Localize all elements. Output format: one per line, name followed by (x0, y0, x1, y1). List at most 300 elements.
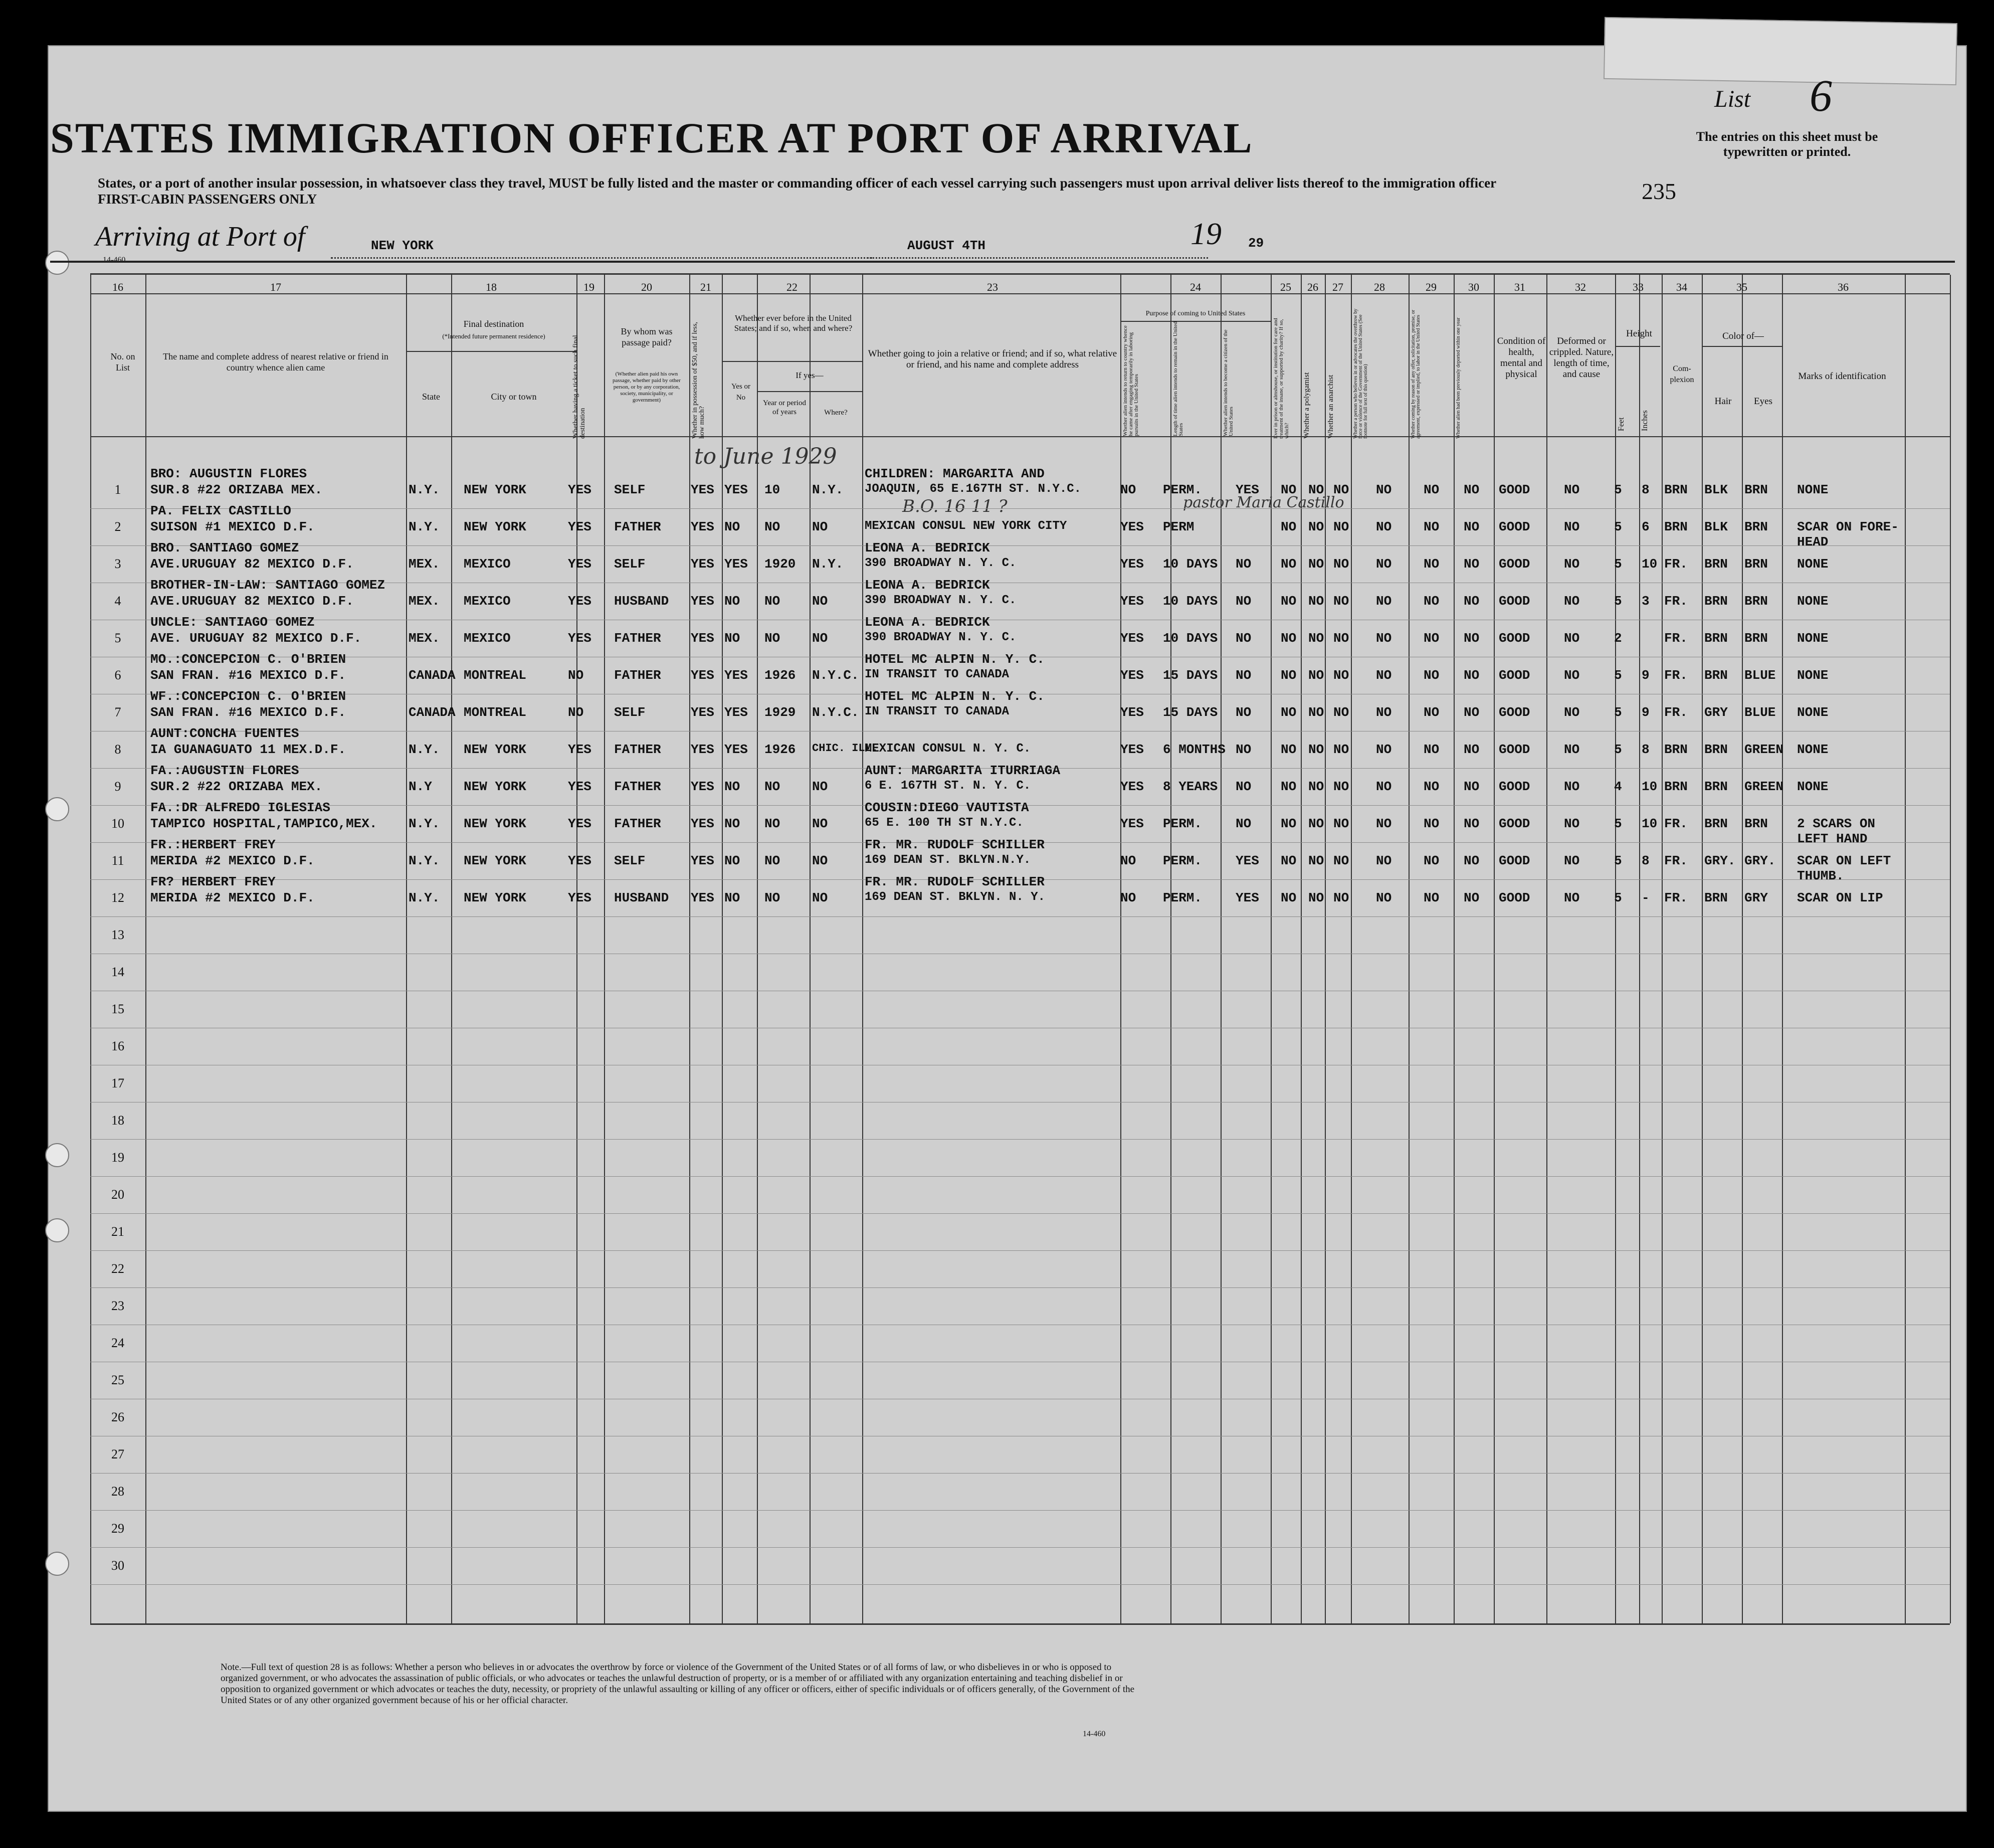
before-where: NO (812, 594, 828, 609)
purpose-return: YES (1120, 557, 1144, 572)
answer-c29: NO (1424, 705, 1440, 720)
answer-c30: NO (1464, 742, 1480, 757)
column-rule (722, 275, 723, 1623)
row-number: 29 (111, 1521, 124, 1536)
answer-c27: NO (1333, 853, 1349, 868)
column-rule (1662, 275, 1663, 1623)
health-condition: GOOD (1499, 853, 1530, 868)
destination-city: MEXICO (464, 557, 511, 572)
row-number: 14 (111, 965, 124, 979)
answer-c26: NO (1308, 631, 1324, 646)
height-inches: 10 (1642, 816, 1658, 831)
column-number: 24 (1190, 281, 1201, 293)
answer-c25: NO (1281, 631, 1297, 646)
before-in-us: YES (724, 742, 748, 757)
header-purpose-c: Whether alien intends to become a citizen of the United States (1223, 329, 1234, 436)
joining-name: HOTEL MC ALPIN N. Y. C. (865, 689, 1045, 704)
purpose-length: 15 DAYS (1163, 668, 1218, 683)
eye-color: GRY. (1744, 853, 1776, 868)
hair-color: BRN (1704, 742, 1728, 757)
identification-marks: THUMB. (1797, 868, 1844, 883)
complexion-value: BRN (1664, 482, 1688, 497)
answer-c27: NO (1333, 482, 1349, 497)
column-rule (1742, 275, 1743, 1623)
height-inches: 10 (1642, 557, 1658, 572)
list-number: 6 (1810, 71, 1832, 121)
ticket-value: YES (568, 890, 591, 905)
header-yes-no: Yes or No (731, 383, 751, 402)
row-number: 21 (111, 1224, 124, 1239)
identification-marks: NONE (1797, 705, 1829, 720)
header-overthrow: Whether a person who believes in or advocates the overthrow by force or violence of the Government of the United States (See footnote for full text of this question) (1353, 308, 1368, 439)
row-rule (90, 545, 1950, 546)
handwritten-purpose: pastor Maria Castillo (1183, 494, 1344, 511)
column-number: 26 (1307, 281, 1318, 293)
row-number: 7 (114, 705, 121, 719)
answer-c25: NO (1281, 853, 1297, 868)
destination-state: MEX. (409, 557, 440, 572)
joining-address: MEXICAN CONSUL NEW YORK CITY (865, 519, 1067, 533)
deformed-value: NO (1564, 631, 1580, 646)
hair-color: BRN (1704, 779, 1728, 794)
row-number: 4 (114, 594, 121, 608)
row-number: 26 (111, 1410, 124, 1424)
health-condition: GOOD (1499, 631, 1530, 646)
joining-address: 390 BROADWAY N. Y. C. (865, 557, 1017, 570)
row-rule (90, 508, 1950, 509)
deformed-value: NO (1564, 779, 1580, 794)
before-in-us: NO (724, 816, 740, 831)
date-field: AUGUST 4TH (867, 238, 1208, 259)
destination-city: NEW YORK (464, 482, 526, 497)
answer-c30: NO (1464, 779, 1480, 794)
destination-city: NEW YORK (464, 816, 526, 831)
column-rule (145, 275, 146, 1623)
relative-address: AVE. URUGUAY 82 MEXICO D.F. (150, 631, 362, 646)
deformed-value: NO (1564, 705, 1580, 720)
answer-c29: NO (1424, 779, 1440, 794)
answer-c25: NO (1281, 668, 1297, 683)
header-height: Height (1626, 328, 1652, 339)
joining-name: LEONA A. BEDRICK (865, 540, 990, 556)
form-number: 14-460 (1083, 1730, 1106, 1738)
column-number: 18 (486, 281, 497, 293)
joining-address: 169 DEAN ST. BKLYN. N. Y. (865, 890, 1046, 904)
purpose-citizen: NO (1236, 742, 1252, 757)
list-label: List (1714, 86, 1751, 112)
row-number: 3 (114, 557, 121, 571)
joining-name: FR. MR. RUDOLF SCHILLER (865, 874, 1045, 889)
health-condition: GOOD (1499, 779, 1530, 794)
complexion-value: BRN (1664, 519, 1688, 534)
relative-name: PA. FELIX CASTILLO (150, 503, 291, 518)
column-number: 27 (1332, 281, 1343, 293)
joining-address: JOAQUIN, 65 E.167TH ST. N.Y.C. (865, 482, 1082, 496)
row-rule (90, 1510, 1950, 1511)
paper-tab (1604, 17, 1957, 85)
height-inches: - (1642, 890, 1650, 905)
row-number: 27 (111, 1447, 124, 1461)
before-where: NO (812, 816, 828, 831)
before-year: NO (764, 594, 780, 609)
answer-c29: NO (1424, 853, 1440, 868)
hair-color: BRN (1704, 816, 1728, 831)
column-number: 29 (1426, 281, 1437, 293)
joining-address: IN TRANSIT TO CANADA (865, 668, 1010, 681)
header-rule (722, 361, 862, 362)
joining-address: 65 E. 100 TH ST N.Y.C. (865, 816, 1024, 830)
answer-c26: NO (1308, 816, 1324, 831)
height-feet: 5 (1614, 557, 1622, 572)
before-in-us: YES (724, 557, 748, 572)
passage-paid-by: FATHER (614, 519, 661, 534)
fifty-dollars: YES (691, 519, 714, 534)
answer-c30: NO (1464, 890, 1480, 905)
answer-c29: NO (1424, 816, 1440, 831)
before-year: NO (764, 519, 780, 534)
fifty-dollars: YES (691, 482, 714, 497)
purpose-length: 15 DAYS (1163, 705, 1218, 720)
header-final-destination-note: (*Intended future permanent residence) (442, 332, 545, 340)
column-number: 33 (1633, 281, 1644, 293)
header-rule (757, 391, 862, 392)
answer-c25: NO (1281, 779, 1297, 794)
destination-city: MONTREAL (464, 705, 526, 720)
purpose-citizen: NO (1236, 816, 1252, 831)
row-number: 25 (111, 1373, 124, 1387)
header-if-yes: If yes— (795, 371, 824, 380)
column-rule (604, 275, 605, 1623)
eye-color: GREEN (1744, 742, 1784, 757)
ticket-value: YES (568, 779, 591, 794)
health-condition: GOOD (1499, 816, 1530, 831)
purpose-length: PERM. (1163, 853, 1203, 868)
purpose-return: YES (1120, 742, 1144, 757)
before-year: 1926 (764, 668, 796, 683)
header-inches: Inches (1641, 410, 1649, 431)
hair-color: GRY. (1704, 853, 1736, 868)
eye-color: BLUE (1744, 705, 1776, 720)
fifty-dollars: YES (691, 779, 714, 794)
purpose-citizen: NO (1236, 779, 1252, 794)
height-inches: 8 (1642, 742, 1650, 757)
destination-state: N.Y (409, 779, 432, 794)
destination-state: CANADA (409, 668, 456, 683)
fifty-dollars: YES (691, 890, 714, 905)
column-number: 21 (700, 281, 711, 293)
answer-c27: NO (1333, 594, 1349, 609)
relative-name: FA.:AUGUSTIN FLORES (150, 763, 299, 778)
column-rule (1409, 275, 1410, 1623)
answer-c28: NO (1376, 705, 1392, 720)
complexion-value: FR. (1664, 631, 1688, 646)
column-number: 32 (1575, 281, 1586, 293)
answer-c28: NO (1376, 594, 1392, 609)
row-number: 5 (114, 631, 121, 645)
answer-c25: NO (1281, 742, 1297, 757)
answer-c26: NO (1308, 779, 1324, 794)
complexion-value: FR. (1664, 705, 1688, 720)
relative-name: BRO. SANTIAGO GOMEZ (150, 540, 299, 556)
joining-name: HOTEL MC ALPIN N. Y. C. (865, 652, 1045, 667)
health-condition: GOOD (1499, 890, 1530, 905)
header-joining: Whether going to join a relative or friend; and if so, what relative or friend, and his name and complete address (868, 348, 1117, 370)
column-number: 35 (1736, 281, 1747, 293)
height-inches: 3 (1642, 594, 1650, 609)
purpose-return: YES (1120, 668, 1144, 683)
answer-c26: NO (1308, 668, 1324, 683)
height-feet: 5 (1614, 742, 1622, 757)
passage-paid-by: FATHER (614, 816, 661, 831)
header-hair: Hair (1714, 396, 1732, 407)
relative-address: SUISON #1 MEXICO D.F. (150, 519, 315, 534)
column-rule (1120, 275, 1121, 1623)
destination-state: CANADA (409, 705, 456, 720)
fifty-dollars: YES (691, 853, 714, 868)
header-purpose-a: Whether alien intends to return to country whence he came after engaging temporarily in laboring pursuits in the United States (1122, 325, 1139, 436)
answer-c30: NO (1464, 853, 1480, 868)
row-number: 30 (111, 1558, 124, 1573)
answer-c27: NO (1333, 742, 1349, 757)
destination-state: N.Y. (409, 742, 440, 757)
passage-paid-by: HUSBAND (614, 594, 669, 609)
column-rule (1782, 275, 1783, 1623)
relative-name: FA.:DR ALFREDO IGLESIAS (150, 800, 330, 815)
row-rule (90, 1250, 1950, 1251)
column-rule (1950, 275, 1951, 1623)
purpose-return: NO (1120, 890, 1136, 905)
height-feet: 5 (1614, 482, 1622, 497)
eye-color: BRN (1744, 594, 1768, 609)
destination-state: N.Y. (409, 482, 440, 497)
purpose-return: YES (1120, 631, 1144, 646)
health-condition: GOOD (1499, 742, 1530, 757)
answer-c30: NO (1464, 482, 1480, 497)
row-number: 1 (114, 482, 121, 497)
answer-c25: NO (1281, 594, 1297, 609)
before-where: NO (812, 853, 828, 868)
before-in-us: YES (724, 482, 748, 497)
column-rule (406, 275, 407, 1623)
header-year-period: Year or period of years (763, 399, 806, 416)
relative-address: SAN FRAN. #16 MEXICO D.F. (150, 705, 346, 720)
answer-c30: NO (1464, 705, 1480, 720)
destination-state: N.Y. (409, 519, 440, 534)
complexion-value: FR. (1664, 816, 1688, 831)
answer-c27: NO (1333, 779, 1349, 794)
header-before-us: Whether ever before in the United States; and if so, when and where? (734, 313, 853, 333)
port-field: NEW YORK (331, 238, 872, 259)
column-rule (1905, 275, 1906, 1623)
before-where: N.Y. (812, 482, 844, 497)
before-year: NO (764, 779, 780, 794)
column-rule (90, 275, 91, 1623)
deformed-value: NO (1564, 519, 1580, 534)
purpose-citizen: NO (1236, 594, 1252, 609)
relative-address: SUR.2 #22 ORIZABA MEX. (150, 779, 323, 794)
fifty-dollars: YES (691, 594, 714, 609)
answer-c26: NO (1308, 890, 1324, 905)
purpose-citizen: YES (1236, 853, 1259, 868)
health-condition: GOOD (1499, 482, 1530, 497)
before-where: NO (812, 779, 828, 794)
ticket-value: YES (568, 557, 591, 572)
column-rule (1494, 275, 1495, 1623)
height-feet: 5 (1614, 668, 1622, 683)
column-rule (1546, 275, 1547, 1623)
answer-c29: NO (1424, 890, 1440, 905)
joining-name: FR. MR. RUDOLF SCHILLER (865, 837, 1045, 852)
relative-address: IA GUANAGUATO 11 MEX.D.F. (150, 742, 346, 757)
binder-hole (45, 1552, 69, 1576)
before-year: 1929 (764, 705, 796, 720)
column-rule (576, 275, 577, 1623)
answer-c27: NO (1333, 890, 1349, 905)
purpose-return: YES (1120, 816, 1144, 831)
ticket-value: YES (568, 631, 591, 646)
header-health: Condition of health, mental and physical (1497, 336, 1546, 380)
relative-address: AVE.URUGUAY 82 MEXICO D.F. (150, 594, 354, 609)
complexion-value: FR. (1664, 557, 1688, 572)
column-number: 22 (786, 281, 797, 293)
instructions-text: States, or a port of another insular possession, in whatsoever class they travel, MUST be fully listed and the master or commanding officer of each vessel carrying such passengers must upon arrival deliver lists thereof to the immigration officer (98, 175, 1497, 191)
column-rule (1639, 275, 1640, 1623)
row-number: 2 (114, 519, 121, 534)
eye-color: GREEN (1744, 779, 1784, 794)
purpose-length: PERM. (1163, 890, 1203, 905)
header-passage: By whom was passage paid? (621, 326, 673, 347)
answer-c26: NO (1308, 519, 1324, 534)
column-number: 36 (1838, 281, 1849, 293)
answer-c30: NO (1464, 668, 1480, 683)
column-number: 31 (1514, 281, 1525, 293)
before-where: N.Y. (812, 557, 844, 572)
header-prison: Ever in prison or almshouse, or institution for care and treatment of the insane, or supported by charity? If so, which? (1273, 318, 1290, 439)
handwritten-before: to June 1929 (694, 444, 837, 469)
before-in-us: NO (724, 631, 740, 646)
purpose-citizen: NO (1236, 668, 1252, 683)
answer-c29: NO (1424, 631, 1440, 646)
height-inches: 9 (1642, 668, 1650, 683)
before-year: NO (764, 631, 780, 646)
column-rule (1454, 275, 1455, 1623)
row-rule (90, 916, 1950, 917)
destination-city: MEXICO (464, 594, 511, 609)
before-where: CHIC. ILL. (812, 742, 879, 755)
header-color-of: Color of— (1722, 331, 1764, 341)
row-number: 24 (111, 1336, 124, 1350)
passage-paid-by: SELF (614, 557, 646, 572)
relative-address: MERIDA #2 MEXICO D.F. (150, 853, 315, 868)
relative-address: SAN FRAN. #16 MEXICO D.F. (150, 668, 346, 683)
ticket-value: YES (568, 853, 591, 868)
row-rule (90, 1584, 1950, 1585)
height-inches: 6 (1642, 519, 1650, 534)
complexion-value: FR. (1664, 594, 1688, 609)
answer-c29: NO (1424, 668, 1440, 683)
answer-c29: NO (1424, 519, 1440, 534)
header-purpose-b: Length of time alien intends to remain in the United States (1172, 321, 1184, 436)
column-rule (1221, 275, 1222, 1623)
row-number: 13 (111, 928, 124, 942)
page-title: STATES IMMIGRATION OFFICER AT PORT OF ARRIVAL (50, 114, 1253, 162)
deformed-value: NO (1564, 816, 1580, 831)
form-code-top: 14-460 (103, 256, 126, 264)
row-number: 6 (114, 668, 121, 682)
purpose-length: 10 DAYS (1163, 557, 1218, 572)
ticket-value: YES (568, 594, 591, 609)
fifty-dollars: YES (691, 557, 714, 572)
purpose-return: NO (1120, 482, 1136, 497)
answer-c26: NO (1308, 853, 1324, 868)
before-year: 1926 (764, 742, 796, 757)
before-where: NO (812, 519, 828, 534)
answer-c28: NO (1376, 557, 1392, 572)
ticket-value: NO (568, 705, 584, 720)
column-rule (451, 275, 452, 1623)
joining-name: LEONA A. BEDRICK (865, 615, 990, 630)
column-number: 17 (270, 281, 281, 293)
row-number: 11 (111, 853, 124, 868)
passage-paid-by: FATHER (614, 742, 661, 757)
fifty-dollars: YES (691, 705, 714, 720)
joining-address: 169 DEAN ST. BKLYN.N.Y. (865, 853, 1031, 867)
answer-c27: NO (1333, 519, 1349, 534)
row-number: 17 (111, 1076, 124, 1090)
header-feet: Feet (1617, 417, 1626, 431)
before-in-us: NO (724, 779, 740, 794)
answer-c30: NO (1464, 557, 1480, 572)
header-deformed: Deformed or crippled. Nature, length of time, and cause (1549, 336, 1614, 380)
destination-state: MEX. (409, 594, 440, 609)
row-number: 9 (114, 779, 121, 794)
row-number: 10 (111, 816, 124, 831)
year-suffix: 29 (1248, 236, 1264, 251)
answer-c25: NO (1281, 557, 1297, 572)
row-number: 15 (111, 1002, 124, 1016)
answer-c28: NO (1376, 816, 1392, 831)
passage-paid-by: FATHER (614, 631, 661, 646)
relative-name: MO.:CONCEPCION C. O'BRIEN (150, 652, 346, 667)
answer-c30: NO (1464, 631, 1480, 646)
purpose-length: PERM (1163, 519, 1194, 534)
identification-marks: NONE (1797, 742, 1829, 757)
passage-paid-by: SELF (614, 705, 646, 720)
purpose-return: NO (1120, 853, 1136, 868)
answer-c27: NO (1333, 631, 1349, 646)
height-feet: 5 (1614, 705, 1622, 720)
before-year: 1920 (764, 557, 796, 572)
identification-marks: 2 SCARS ON (1797, 816, 1876, 831)
header-rule (1702, 346, 1782, 347)
purpose-return: YES (1120, 519, 1144, 534)
height-inches: 8 (1642, 482, 1650, 497)
eye-color: BRN (1744, 631, 1768, 646)
relative-name: BROTHER-IN-LAW: SANTIAGO GOMEZ (150, 578, 385, 593)
height-inches: 10 (1642, 779, 1658, 794)
answer-c27: NO (1333, 668, 1349, 683)
identification-marks: NONE (1797, 482, 1829, 497)
binder-hole (45, 1143, 69, 1167)
deformed-value: NO (1564, 594, 1580, 609)
purpose-length: 6 MONTHS (1163, 742, 1226, 757)
column-rule (1351, 275, 1352, 1623)
answer-c26: NO (1308, 742, 1324, 757)
header-no-on-list: No. on List (110, 351, 135, 373)
health-condition: GOOD (1499, 519, 1530, 534)
answer-c28: NO (1376, 631, 1392, 646)
ticket-value: YES (568, 742, 591, 757)
